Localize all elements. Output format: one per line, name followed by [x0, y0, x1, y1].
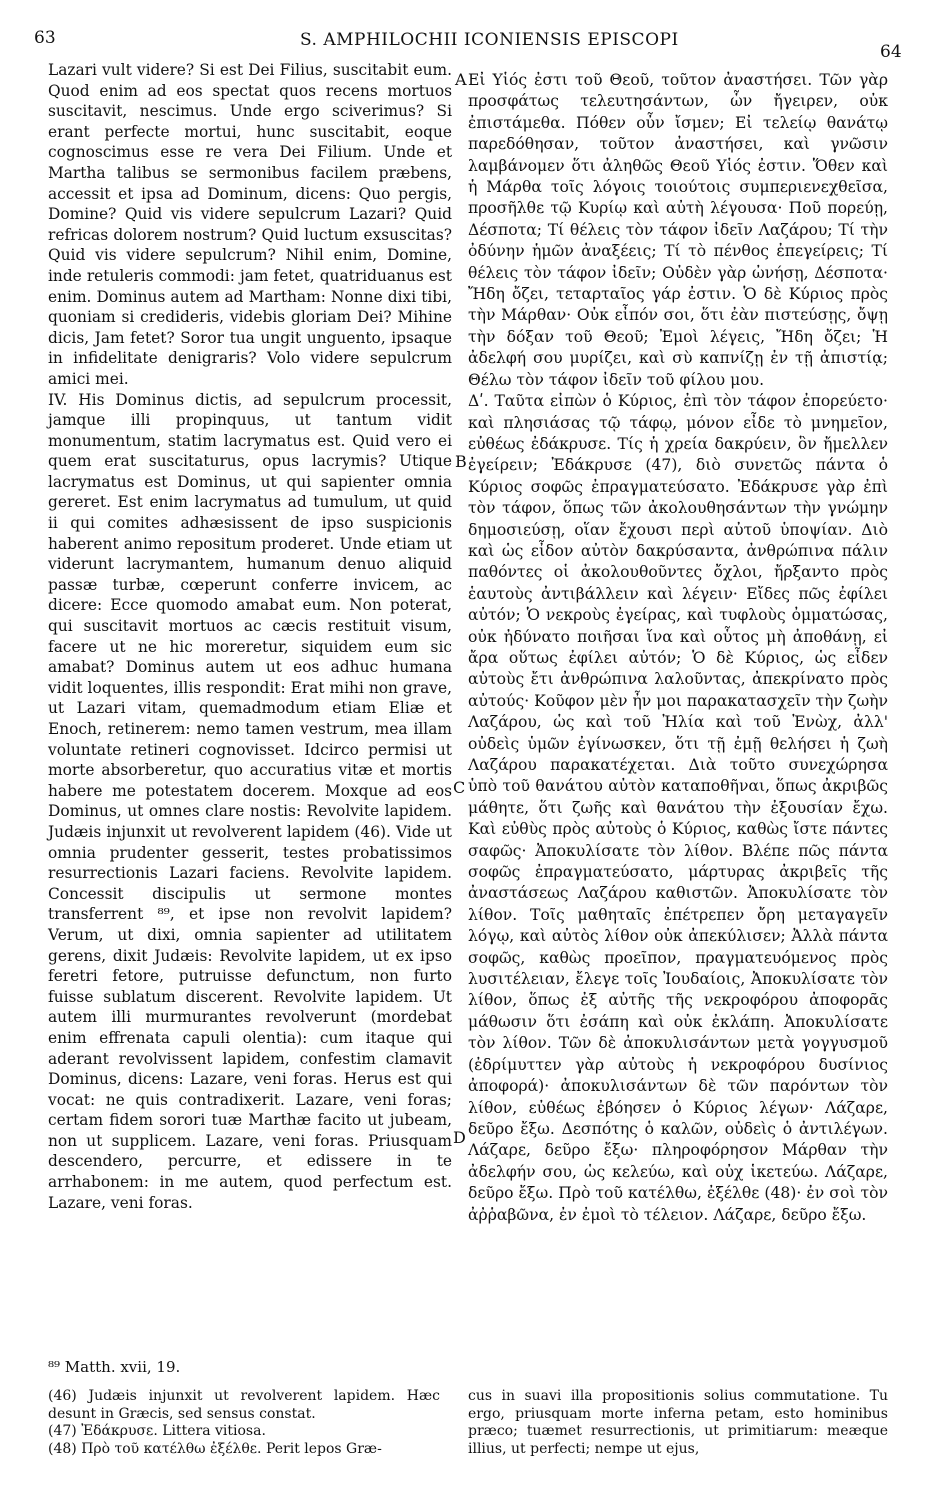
margin-letter-d: D — [453, 1128, 466, 1147]
margin-letter-a: A — [455, 70, 467, 89]
editor-notes — [48, 1388, 440, 1458]
running-title: S. AMPHILOCHII ICONIENSIS EPISCOPI — [300, 30, 679, 50]
latin-column — [48, 60, 452, 1213]
greek-column — [468, 70, 888, 1226]
page-number-right: 64 — [880, 42, 902, 62]
editor-note-continuation: cus in suavi illa propositionis solius commutatione. Tu ergo, priusquam morte inferna petam, esto hominibus præco; tuæmet resurrectionis, ut primitiarum: meæque illius, ut perfecti; nempe ut ejus, — [468, 1388, 888, 1457]
margin-letter-c: C — [453, 778, 466, 797]
scripture-footnote: ⁸⁹ Matth. xvii, 19. — [48, 1358, 181, 1376]
editor-note: (47) Ἐδάκρυσε. Littera vitiosa. — [48, 1423, 266, 1439]
greek-paragraph: Εἰ Υἱός ἐστι τοῦ Θεοῦ, τοῦτον ἀναστήσει. Τῶν γὰρ προσφάτως τελευτησάντων, ὧν ἤγειρεν, οὐκ ἐπιστάμεθα. Πόθεν οὖν ἴσμεν; Εἰ τελείῳ θανάτῳ παρεδόθησαν, τοῦτον ἀναστήσει, καὶ γνῶσιν λαμβάνομεν ὅτι ἀληθῶς Θεοῦ Υἱός ἐστιν. Ὅθεν καὶ ἡ Μάρθα τοῖς λόγοις τοιούτοις συμπεριενεχθεῖσα, προσῆλθε τῷ Κυρίῳ καὶ αὐτὴ λέγουσα· Ποῦ πορεύῃ, Δέσποτα; Τί θέλεις τὸν τάφον ἰδεῖν Λαζάρου; Τί τὴν ὀδύνην ἡμῶν ἀναξέεις; Τί τὸ πένθος ἐπεγείρεις; Τί θέλεις τὸν τάφον ἰδεῖν; Οὐδὲν γὰρ ὠνήσῃ, Δέσποτα· Ἤδη ὄζει, τεταρταῖος γάρ ἐστιν. Ὁ δὲ Κύριος πρὸς τὴν Μάρθαν· Οὐκ εἶπόν σοι, ὅτι ἐὰν πιστεύσῃς, ὄψῃ τὴν δόξαν τοῦ Θεοῦ; Ἐμοὶ λέγεις, Ἤδη ὄζει; Ἡ ἀδελφή σου μυρίζει, καὶ σὺ καπνίζῃ ἐν τῇ ἀπιστίᾳ; Θέλω τὸν τάφον ἰδεῖν τοῦ φίλου μου. — [468, 71, 888, 389]
greek-paragraph: Δʹ. Ταῦτα εἰπὼν ὁ Κύριος, ἐπὶ τὸν τάφον ἐπορεύετο· καὶ πλησιάσας τῷ τάφῳ, μόνον εἶδε τὸ μνημεῖον, εὐθέως ἐδάκρυσε. Τίς ἡ χρεία δακρύειν, ὃν ἤμελλεν ἐγείρειν; Ἐδάκρυσε (47), διὸ συνετῶς πάντα ὁ Κύριος σοφῶς ἐπραγματεύσατο. Ἐδάκρυσε γὰρ ἐπὶ τὸν τάφον, ὅπως τῶν ἀκολουθησάντων τὴν γνώμην δημοσιεύσῃ, οἵαν ἔχουσι περὶ αὐτοῦ ὑποψίαν. Διὸ καὶ ὡς εἶδον αὐτὸν δακρύσαντα, ἀνθρώπινα πάλιν παθόντες οἱ ἀκολουθοῦντες ὄχλοι, ἤρξαντο πρὸς ἑαυτοὺς ἀντιβάλλειν καὶ λέγειν· Εἴδες πῶς ἐφίλει αὐτόν; Ὁ νεκροὺς ἐγείρας, καὶ τυφλοὺς ὀμματώσας, οὐκ ἠδύνατο ποιῆσαι ἵνα καὶ οὗτος μὴ ἀποθάνῃ, εἰ ἄρα οὕτως ἐφίλει αὐτόν; Ὁ δὲ Κύριος, ὡς εἶδεν αὐτοὺς ἔτι ἀνθρώπινα λαλοῦντας, ἀπεκρίνατο πρὸς αὐτούς· Κοῦφον μὲν ἦν μοι παρακατασχεῖν τὴν ζωὴν Λαζάρου, ὡς καὶ τοῦ Ἠλία καὶ τοῦ Ἐνὼχ, ἀλλ' οὐδεὶς ὑμῶν ἐγίνωσκεν, ὅτι τῇ ἐμῇ θελήσει ἡ ζωὴ Λαζάρου παρακατέχεται. Διὰ τοῦτο συνεχώρησα ὑπὸ τοῦ θανάτου αὐτὸν καταποθῆναι, ὅπως ἀκριβῶς μάθητε, ὅτι ζωῆς καὶ θανάτου τὴν ἐξουσίαν ἔχω. Καὶ εὐθὺς πρὸς αὐτοὺς ὁ Κύριος, καθὼς ἴστε πάντες σαφῶς· Ἀποκυλίσατε τὸν λίθον. Βλέπε πῶς πάντα σοφῶς ἐπραγματεύσατο, μάρτυρας ἀκριβεῖς τῆς ἀναστάσεως Λαζάρου καθιστῶν. Ἀποκυλίσατε τὸν λίθον. Τοῖς μαθηταῖς ἐπέτρεπεν ὄρη μεταγαγεῖν λόγῳ, καὶ αὐτὸς λίθον οὐκ ἀπεκύλισεν; Ἀλλὰ πάντα σοφῶς, καθὼς προεῖπον, πραγματευόμενος πρὸς λυσιτέλειαν, ἔλεγε τοῖς Ἰουδαίοις, Ἀποκυλίσατε τὸν λίθον, ὅπως ἐξ αὐτῆς τῆς νεκροφόρου ἀποφορᾶς μάθωσιν ὅτι ἐσάπη καὶ οὐκ ἐκλάπη. Ἀποκυλίσατε τὸν λίθον. Τῶν δὲ ἀποκυλισάντων μετὰ γογγυσμοῦ (ἐδρίμυττεν γὰρ αὐτοὺς ἡ νεκροφόρου δυσίνιος ἀποφορά)· ἀποκυλισάντων δὲ τῶν παρόντων τὸν λίθον, εὐθέως ἐβόησεν ὁ Κύριος λέγων· Λάζαρε, δεῦρο ἔξω. Δεσπότης ὁ καλῶν, οὐδεὶς ὁ ἀντιλέγων. Λάζαρε, δεῦρο ἔξω· πληροφόρησον Μάρθαν τὴν ἀδελφήν σου, ὡς κελεύω, καὶ οὐχ ἱκετεύω. Λάζαρε, δεῦρο ἔξω. Πρὸ τοῦ κατέλθω, ἐξέλθε (48)· ἐν σοὶ τὸν ἀῤῥαβῶνα, ἐν ἐμοὶ τὸ τέλειον. Λάζαρε, δεῦρο ἔξω. — [468, 392, 888, 1224]
editor-note: (46) Judæis injunxit ut revolverent lapidem. Hæc desunt in Græcis, sed sensus constat. — [48, 1388, 440, 1422]
latin-paragraph: IV. His Dominus dictis, ad sepulcrum processit, jamque illi propinquus, ut tantum vidit monumentum, statim lacrymatus est. Quid vero ei quem erat suscitaturus, opus lacrymis? Utique lacrymatus est Dominus, ut qui sapienter omnia gereret. Est enim lacrymatus ad tumulum, ut quid ii qui comites adhæsissent de ipso suspicionis haberent animo repositum proderet. Unde etiam ut viderunt lacrymantem, humanum denuo aliquid passæ turbæ, cœperunt conferre invicem, ac dicere: Ecce quomodo amabat eum. Non poterat, qui suscitavit mortuos ac cæcis restituit visum, facere ut ne hic moreretur, siquidem eum sic amabat? Dominus autem ut eos adhuc humana vidit loquentes, illis respondit: Erat mihi non grave, ut Lazari vitam, quemadmodum etiam Eliæ et Enoch, retinerem: nemo tamen vestrum, mea illam voluntate retineri cognovisset. Idcirco permisi ut morte absorberetur, quo accuratius vitæ et mortis habere me potestatem docerem. Moxque ad eos Dominus, ut omnes clare nostis: Revolvite lapidem. Judæis injunxit ut revolverent lapidem (46). Vide ut omnia prudenter gesserit, testes probatissimos resurrectionis Lazari faciens. Revolvite lapidem. Concessit discipulis ut sermone montes transferrent ⁸⁹, et ipse non revolvit lapidem? Verum, ut dixi, omnia sapienter ad utilitatem gerens, dixit Judæis: Revolvite lapidem, ut ex ipso feretri fetore, putruisse defunctum, non furto fuisse sublatum discerent. Revolvite lapidem. Ut autem illi murmurantes revolverunt (mordebat enim effrenata capuli olentia): cum itaque qui aderant revolvissent lapidem, confestim clamavit Dominus, dicens: Lazare, veni foras. Herus est qui vocat: ne quis contradixerit. Lazare, veni foras; certam fidem sorori tuæ Marthæ facito ut jubeam, non ut supplicem. Lazare, veni foras. Priusquam descendero, percurre, et edissere in te arrhabonem: in me autem, quod perfectum est. Lazare, veni foras. — [48, 390, 452, 1212]
editor-note: (48) Πρὸ τοῦ κατέλθω ἐξέλθε. Perit lepos Græ- — [48, 1440, 382, 1457]
margin-letter-b: B — [455, 452, 467, 471]
latin-paragraph: Lazari vult videre? Si est Dei Filius, suscitabit eum. Quod enim ad eos spectat quos recens mortuos suscitavit, nescimus. Unde ergo sciverimus? Si erant perfecte mortui, hunc suscitabit, eoque cognoscimus esse re vera Dei Filium. Unde et Martha talibus se sermonibus facilem præbens, accessit et ipsa ad Dominum, dicens: Quo pergis, Domine? Quid vis videre sepulcrum Lazari? Quid refricas dolorem nostrum? Quid luctum exsuscitas? Quid vis videre sepulcrum? Nihil enim, Domine, inde retuleris commodi: jam fetet, quatriduanus est enim. Dominus autem ad Martham: Nonne dixi tibi, quoniam si credideris, videbis gloriam Dei? Mihine dicis, Jam fetet? Soror tua ungit unguento, ipsaque in infidelitate denigraris? Volo videre sepulcrum amici mei. — [48, 61, 452, 388]
page-number-left: 63 — [34, 28, 56, 48]
